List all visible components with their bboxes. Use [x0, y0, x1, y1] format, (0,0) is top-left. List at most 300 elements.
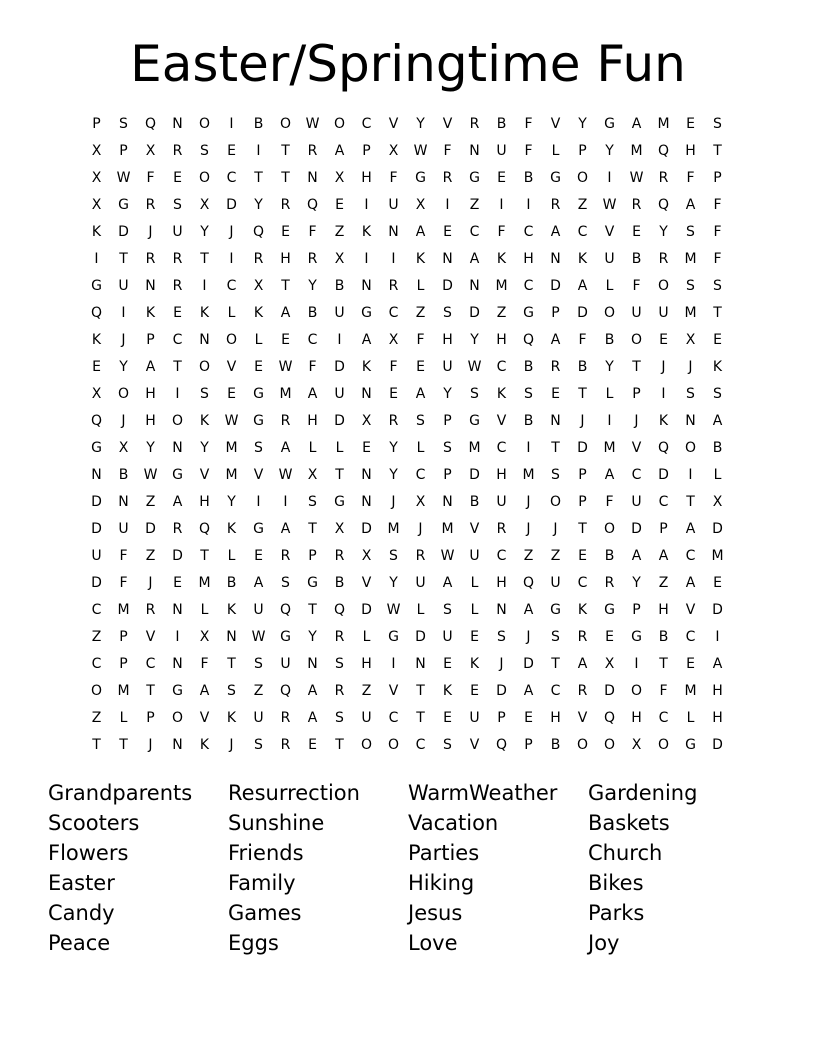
grid-letter[interactable]: X — [361, 413, 372, 429]
grid-letter[interactable]: U — [361, 710, 372, 726]
grid-letter[interactable]: C — [91, 602, 102, 618]
grid-letter[interactable]: Q — [522, 575, 535, 591]
grid-letter[interactable]: E — [389, 386, 398, 402]
grid-letter[interactable]: A — [658, 548, 669, 564]
grid-letter[interactable]: A — [523, 683, 534, 699]
grid-letter[interactable]: H — [307, 413, 318, 429]
grid-letter[interactable]: B — [523, 359, 534, 375]
grid-letter[interactable]: Y — [119, 359, 128, 375]
grid-letter[interactable]: M — [630, 143, 643, 159]
grid-letter[interactable]: J — [634, 413, 639, 429]
grid-letter[interactable]: U — [334, 386, 345, 402]
grid-letter[interactable]: Y — [308, 278, 317, 294]
grid-letter[interactable]: G — [604, 116, 615, 132]
grid-letter[interactable]: E — [281, 332, 290, 348]
grid-letter[interactable]: D — [496, 683, 507, 699]
grid-letter[interactable]: I — [121, 305, 126, 321]
grid-letter[interactable]: G — [334, 494, 345, 510]
grid-letter[interactable]: Z — [145, 494, 156, 510]
grid-letter[interactable]: L — [227, 305, 236, 321]
grid-letter[interactable]: R — [334, 683, 345, 699]
grid-letter[interactable]: D — [550, 278, 561, 294]
grid-letter[interactable]: F — [416, 332, 425, 348]
grid-letter[interactable]: U — [253, 710, 264, 726]
grid-letter[interactable]: N — [307, 656, 318, 672]
grid-letter[interactable]: G — [172, 683, 183, 699]
grid-letter[interactable]: B — [496, 116, 507, 132]
grid-letter[interactable]: V — [631, 440, 642, 456]
grid-letter[interactable]: R — [280, 548, 291, 564]
grid-letter[interactable]: K — [91, 332, 102, 348]
grid-letter[interactable]: R — [631, 197, 642, 213]
grid-letter[interactable]: B — [577, 359, 588, 375]
grid-letter[interactable]: Y — [146, 440, 155, 456]
grid-letter[interactable]: R — [172, 251, 183, 267]
grid-letter[interactable]: W — [278, 467, 293, 483]
grid-letter[interactable]: M — [684, 683, 697, 699]
grid-letter[interactable]: O — [360, 737, 373, 753]
grid-letter[interactable]: T — [713, 143, 722, 159]
grid-letter[interactable]: F — [200, 656, 209, 672]
grid-letter[interactable]: Q — [657, 440, 670, 456]
grid-letter[interactable]: V — [199, 710, 210, 726]
grid-letter[interactable]: I — [526, 197, 531, 213]
grid-letter[interactable]: T — [281, 143, 290, 159]
grid-letter[interactable]: E — [443, 224, 452, 240]
grid-letter[interactable]: W — [116, 170, 131, 186]
grid-letter[interactable]: J — [148, 575, 153, 591]
grid-letter[interactable]: G — [685, 737, 696, 753]
grid-letter[interactable]: R — [550, 197, 561, 213]
grid-letter[interactable]: F — [578, 332, 587, 348]
grid-letter[interactable]: C — [523, 278, 534, 294]
grid-letter[interactable]: E — [416, 359, 425, 375]
grid-letter[interactable]: E — [551, 386, 560, 402]
grid-letter[interactable]: Q — [90, 413, 103, 429]
grid-letter[interactable]: K — [712, 359, 723, 375]
grid-letter[interactable]: M — [117, 683, 130, 699]
grid-letter[interactable]: I — [715, 629, 720, 645]
grid-letter[interactable]: F — [389, 359, 398, 375]
grid-letter[interactable]: Y — [632, 575, 641, 591]
grid-letter[interactable]: C — [658, 494, 669, 510]
grid-letter[interactable]: V — [469, 737, 480, 753]
grid-letter[interactable]: J — [121, 332, 126, 348]
grid-letter[interactable]: G — [253, 521, 264, 537]
grid-letter[interactable]: C — [496, 548, 507, 564]
grid-letter[interactable]: B — [631, 251, 642, 267]
grid-letter[interactable]: I — [364, 251, 369, 267]
grid-letter[interactable]: B — [550, 737, 561, 753]
grid-letter[interactable]: H — [145, 386, 156, 402]
grid-letter[interactable]: C — [226, 170, 237, 186]
grid-letter[interactable]: N — [226, 629, 237, 645]
grid-letter[interactable]: O — [576, 170, 589, 186]
grid-letter[interactable]: P — [119, 629, 128, 645]
grid-letter[interactable]: O — [171, 413, 184, 429]
grid-letter[interactable]: X — [388, 143, 399, 159]
grid-letter[interactable]: R — [253, 251, 264, 267]
grid-letter[interactable]: S — [524, 386, 533, 402]
grid-letter[interactable]: I — [256, 143, 261, 159]
grid-letter[interactable]: B — [469, 494, 480, 510]
grid-letter[interactable]: I — [391, 251, 396, 267]
grid-letter[interactable]: D — [172, 548, 183, 564]
grid-letter[interactable]: O — [603, 737, 616, 753]
grid-letter[interactable]: U — [631, 305, 642, 321]
grid-letter[interactable]: W — [143, 467, 158, 483]
grid-letter[interactable]: R — [442, 170, 453, 186]
grid-letter[interactable]: U — [415, 575, 426, 591]
grid-letter[interactable]: Q — [252, 224, 265, 240]
grid-letter[interactable]: R — [280, 197, 291, 213]
grid-letter[interactable]: B — [523, 170, 534, 186]
grid-letter[interactable]: I — [202, 278, 207, 294]
grid-letter[interactable]: S — [200, 143, 209, 159]
grid-letter[interactable]: T — [551, 440, 560, 456]
grid-letter[interactable]: D — [631, 521, 642, 537]
grid-letter[interactable]: C — [145, 656, 156, 672]
grid-letter[interactable]: C — [685, 629, 696, 645]
grid-letter[interactable]: R — [334, 548, 345, 564]
grid-letter[interactable]: U — [172, 224, 183, 240]
grid-letter[interactable]: S — [254, 737, 263, 753]
grid-letter[interactable]: V — [442, 116, 453, 132]
grid-letter[interactable]: M — [684, 305, 697, 321]
grid-letter[interactable]: X — [199, 197, 210, 213]
grid-letter[interactable]: V — [388, 683, 399, 699]
grid-letter[interactable]: C — [658, 710, 669, 726]
grid-letter[interactable]: Z — [91, 629, 102, 645]
grid-letter[interactable]: X — [685, 332, 696, 348]
grid-letter[interactable]: A — [307, 386, 318, 402]
grid-letter[interactable]: D — [361, 602, 372, 618]
grid-letter[interactable]: E — [335, 197, 344, 213]
grid-letter[interactable]: J — [499, 656, 504, 672]
grid-letter[interactable]: T — [659, 656, 668, 672]
grid-letter[interactable]: K — [469, 656, 480, 672]
grid-letter[interactable]: D — [577, 440, 588, 456]
grid-letter[interactable]: E — [362, 440, 371, 456]
grid-letter[interactable]: M — [657, 116, 670, 132]
grid-letter[interactable]: O — [225, 332, 238, 348]
grid-letter[interactable]: P — [578, 143, 587, 159]
grid-letter[interactable]: P — [308, 548, 317, 564]
grid-letter[interactable]: H — [361, 656, 372, 672]
grid-letter[interactable]: B — [658, 629, 669, 645]
grid-letter[interactable]: O — [90, 683, 103, 699]
grid-letter[interactable]: E — [227, 386, 236, 402]
grid-letter[interactable]: C — [577, 575, 588, 591]
grid-letter[interactable]: R — [280, 710, 291, 726]
grid-letter[interactable]: T — [173, 359, 182, 375]
grid-letter[interactable]: B — [307, 305, 318, 321]
grid-letter[interactable]: I — [94, 251, 99, 267]
grid-letter[interactable]: C — [496, 440, 507, 456]
grid-letter[interactable]: X — [388, 332, 399, 348]
grid-letter[interactable]: F — [146, 170, 155, 186]
grid-letter[interactable]: U — [469, 548, 480, 564]
grid-letter[interactable]: O — [171, 710, 184, 726]
grid-letter[interactable]: A — [685, 197, 696, 213]
grid-letter[interactable]: L — [254, 332, 263, 348]
grid-letter[interactable]: G — [253, 413, 264, 429]
grid-letter[interactable]: U — [91, 548, 102, 564]
grid-letter[interactable]: O — [333, 116, 346, 132]
grid-letter[interactable]: Q — [657, 197, 670, 213]
grid-letter[interactable]: X — [415, 197, 426, 213]
grid-letter[interactable]: D — [712, 602, 723, 618]
grid-letter[interactable]: S — [443, 737, 452, 753]
grid-letter[interactable]: Z — [577, 197, 588, 213]
grid-letter[interactable]: S — [254, 656, 263, 672]
grid-letter[interactable]: C — [415, 467, 426, 483]
grid-letter[interactable]: Q — [198, 521, 211, 537]
grid-letter[interactable]: E — [713, 332, 722, 348]
grid-letter[interactable]: Y — [389, 467, 398, 483]
grid-letter[interactable]: S — [551, 467, 560, 483]
grid-letter[interactable]: W — [440, 548, 455, 564]
grid-letter[interactable]: R — [658, 170, 669, 186]
grid-letter[interactable]: P — [578, 467, 587, 483]
grid-letter[interactable]: T — [416, 710, 425, 726]
grid-letter[interactable]: C — [577, 224, 588, 240]
grid-letter[interactable]: W — [629, 170, 644, 186]
grid-letter[interactable]: N — [469, 278, 480, 294]
grid-letter[interactable]: D — [442, 278, 453, 294]
grid-letter[interactable]: N — [172, 656, 183, 672]
grid-letter[interactable]: B — [523, 413, 534, 429]
grid-letter[interactable]: F — [686, 170, 695, 186]
grid-letter[interactable]: O — [198, 359, 211, 375]
grid-letter[interactable]: E — [308, 737, 317, 753]
grid-letter[interactable]: D — [91, 494, 102, 510]
grid-letter[interactable]: T — [551, 656, 560, 672]
grid-letter[interactable]: R — [388, 278, 399, 294]
grid-letter[interactable]: R — [172, 278, 183, 294]
grid-letter[interactable]: E — [173, 305, 182, 321]
grid-letter[interactable]: L — [335, 440, 344, 456]
grid-letter[interactable]: M — [441, 521, 454, 537]
grid-letter[interactable]: T — [281, 278, 290, 294]
grid-letter[interactable]: Y — [389, 575, 398, 591]
grid-letter[interactable]: A — [172, 494, 183, 510]
grid-letter[interactable]: H — [496, 332, 507, 348]
grid-letter[interactable]: A — [550, 332, 561, 348]
grid-letter[interactable]: N — [307, 170, 318, 186]
grid-letter[interactable]: H — [361, 170, 372, 186]
grid-letter[interactable]: H — [496, 467, 507, 483]
grid-letter[interactable]: N — [172, 440, 183, 456]
grid-letter[interactable]: L — [227, 548, 236, 564]
grid-letter[interactable]: R — [280, 413, 291, 429]
grid-letter[interactable]: G — [631, 629, 642, 645]
grid-letter[interactable]: H — [658, 602, 669, 618]
grid-letter[interactable]: X — [118, 440, 129, 456]
grid-letter[interactable]: Q — [657, 143, 670, 159]
grid-letter[interactable]: Z — [253, 683, 264, 699]
grid-letter[interactable]: T — [254, 170, 263, 186]
grid-letter[interactable]: P — [119, 656, 128, 672]
grid-letter[interactable]: U — [442, 359, 453, 375]
grid-letter[interactable]: G — [550, 602, 561, 618]
grid-letter[interactable]: J — [661, 359, 666, 375]
grid-letter[interactable]: P — [713, 170, 722, 186]
grid-letter[interactable]: R — [469, 116, 480, 132]
grid-letter[interactable]: H — [712, 710, 723, 726]
grid-letter[interactable]: G — [523, 305, 534, 321]
grid-letter[interactable]: T — [686, 494, 695, 510]
grid-letter[interactable]: N — [550, 251, 561, 267]
grid-letter[interactable]: I — [337, 332, 342, 348]
grid-letter[interactable]: A — [415, 224, 426, 240]
grid-letter[interactable]: U — [280, 656, 291, 672]
grid-letter[interactable]: S — [200, 386, 209, 402]
grid-letter[interactable]: D — [523, 656, 534, 672]
grid-letter[interactable]: G — [118, 197, 129, 213]
grid-letter[interactable]: I — [283, 494, 288, 510]
grid-letter[interactable]: W — [251, 629, 266, 645]
grid-letter[interactable]: S — [254, 440, 263, 456]
grid-letter[interactable]: L — [416, 602, 425, 618]
grid-letter[interactable]: K — [145, 305, 156, 321]
grid-letter[interactable]: V — [550, 116, 561, 132]
grid-letter[interactable]: X — [361, 548, 372, 564]
grid-letter[interactable]: A — [523, 602, 534, 618]
grid-letter[interactable]: J — [148, 737, 153, 753]
grid-letter[interactable]: K — [496, 251, 507, 267]
grid-letter[interactable]: X — [91, 170, 102, 186]
grid-letter[interactable]: C — [91, 656, 102, 672]
grid-letter[interactable]: O — [657, 737, 670, 753]
grid-letter[interactable]: C — [685, 548, 696, 564]
grid-letter[interactable]: L — [200, 602, 209, 618]
grid-letter[interactable]: L — [686, 710, 695, 726]
grid-letter[interactable]: K — [199, 737, 210, 753]
grid-letter[interactable]: N — [388, 224, 399, 240]
grid-letter[interactable]: H — [550, 710, 561, 726]
grid-letter[interactable]: P — [551, 305, 560, 321]
grid-letter[interactable]: M — [198, 575, 211, 591]
grid-letter[interactable]: K — [658, 413, 669, 429]
grid-letter[interactable]: O — [684, 440, 697, 456]
grid-letter[interactable]: G — [307, 575, 318, 591]
grid-letter[interactable]: W — [602, 197, 617, 213]
grid-letter[interactable]: O — [603, 305, 616, 321]
grid-letter[interactable]: F — [605, 494, 614, 510]
grid-letter[interactable]: B — [334, 278, 345, 294]
grid-letter[interactable]: F — [713, 224, 722, 240]
grid-letter[interactable]: X — [604, 656, 615, 672]
grid-letter[interactable]: D — [658, 467, 669, 483]
grid-letter[interactable]: C — [523, 224, 534, 240]
grid-letter[interactable]: W — [224, 413, 239, 429]
grid-letter[interactable]: Y — [308, 629, 317, 645]
grid-letter[interactable]: J — [229, 737, 234, 753]
grid-letter[interactable]: G — [172, 467, 183, 483]
grid-letter[interactable]: L — [551, 143, 560, 159]
grid-letter[interactable]: P — [632, 602, 641, 618]
grid-letter[interactable]: O — [603, 521, 616, 537]
grid-letter[interactable]: F — [524, 116, 533, 132]
grid-letter[interactable]: S — [443, 602, 452, 618]
grid-letter[interactable]: A — [361, 332, 372, 348]
grid-letter[interactable]: A — [631, 548, 642, 564]
grid-letter[interactable]: E — [470, 629, 479, 645]
grid-letter[interactable]: E — [713, 575, 722, 591]
grid-letter[interactable]: Y — [605, 143, 614, 159]
grid-letter[interactable]: N — [91, 467, 102, 483]
grid-letter[interactable]: A — [712, 413, 723, 429]
grid-letter[interactable]: D — [118, 224, 129, 240]
grid-letter[interactable]: I — [364, 197, 369, 213]
grid-letter[interactable]: D — [334, 359, 345, 375]
grid-letter[interactable]: R — [145, 251, 156, 267]
grid-letter[interactable]: Q — [90, 305, 103, 321]
grid-letter[interactable]: K — [226, 602, 237, 618]
grid-letter[interactable]: D — [91, 575, 102, 591]
grid-letter[interactable]: A — [577, 656, 588, 672]
grid-letter[interactable]: Q — [495, 737, 508, 753]
grid-letter[interactable]: M — [495, 278, 508, 294]
grid-letter[interactable]: O — [117, 386, 130, 402]
grid-letter[interactable]: S — [443, 440, 452, 456]
grid-letter[interactable]: S — [713, 278, 722, 294]
grid-letter[interactable]: N — [442, 494, 453, 510]
grid-letter[interactable]: S — [551, 629, 560, 645]
grid-letter[interactable]: U — [388, 197, 399, 213]
grid-letter[interactable]: T — [416, 683, 425, 699]
grid-letter[interactable]: J — [391, 494, 396, 510]
grid-letter[interactable]: I — [445, 197, 450, 213]
grid-letter[interactable]: J — [580, 413, 585, 429]
grid-letter[interactable]: H — [442, 332, 453, 348]
grid-letter[interactable]: Y — [443, 386, 452, 402]
grid-letter[interactable]: E — [632, 224, 641, 240]
grid-letter[interactable]: O — [630, 332, 643, 348]
grid-letter[interactable]: Z — [523, 548, 534, 564]
grid-letter[interactable]: D — [577, 305, 588, 321]
grid-letter[interactable]: K — [361, 224, 372, 240]
grid-letter[interactable]: N — [172, 737, 183, 753]
grid-letter[interactable]: L — [362, 629, 371, 645]
grid-letter[interactable]: I — [256, 494, 261, 510]
grid-letter[interactable]: A — [442, 575, 453, 591]
grid-letter[interactable]: A — [253, 575, 264, 591]
grid-letter[interactable]: Z — [91, 710, 102, 726]
grid-letter[interactable]: S — [686, 278, 695, 294]
grid-letter[interactable]: S — [335, 656, 344, 672]
grid-letter[interactable]: U — [118, 278, 129, 294]
grid-letter[interactable]: A — [334, 143, 345, 159]
grid-letter[interactable]: K — [415, 251, 426, 267]
grid-letter[interactable]: A — [712, 656, 723, 672]
grid-letter[interactable]: E — [254, 548, 263, 564]
grid-letter[interactable]: L — [470, 602, 479, 618]
grid-letter[interactable]: O — [279, 116, 292, 132]
grid-letter[interactable]: I — [607, 170, 612, 186]
grid-letter[interactable]: I — [688, 467, 693, 483]
grid-letter[interactable]: D — [91, 521, 102, 537]
grid-letter[interactable]: Z — [415, 305, 426, 321]
grid-letter[interactable]: I — [391, 656, 396, 672]
grid-letter[interactable]: P — [362, 143, 371, 159]
grid-letter[interactable]: N — [442, 251, 453, 267]
grid-letter[interactable]: E — [524, 710, 533, 726]
grid-letter[interactable]: A — [685, 575, 696, 591]
grid-letter[interactable]: G — [469, 413, 480, 429]
grid-letter[interactable]: U — [496, 494, 507, 510]
